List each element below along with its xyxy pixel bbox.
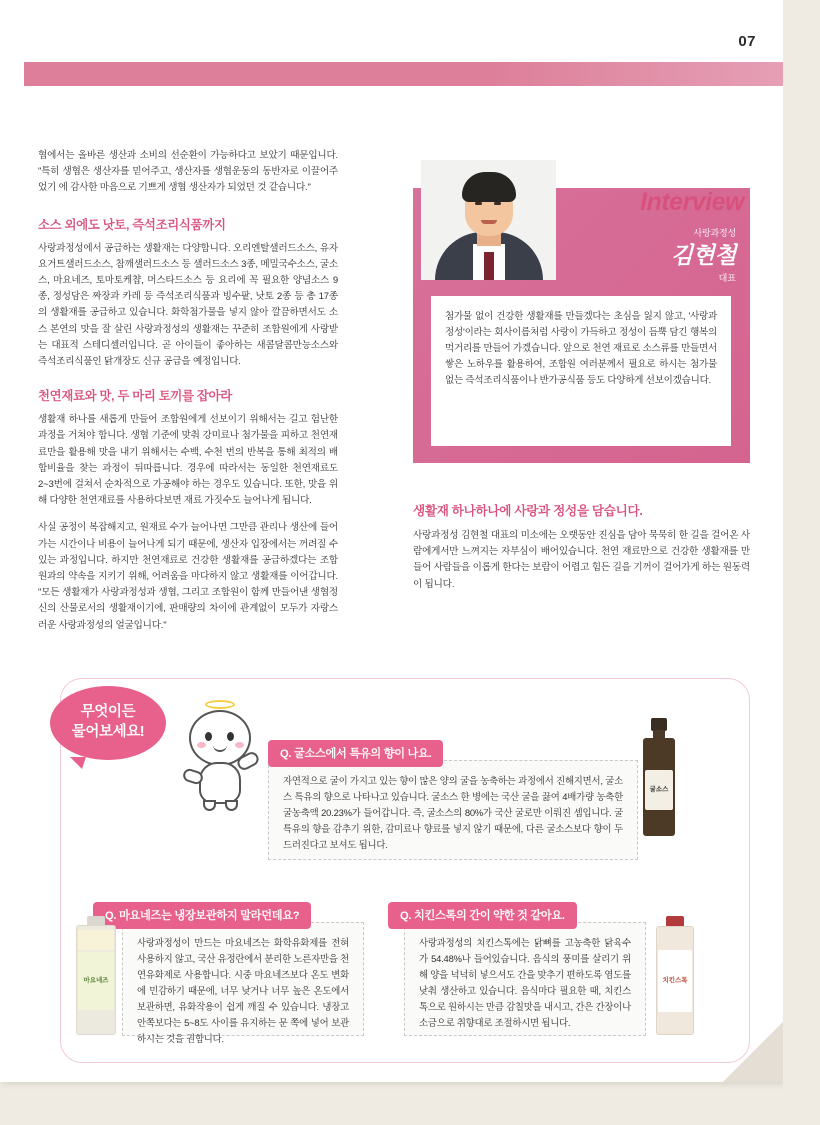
portrait-eye-right <box>494 202 501 205</box>
ask-anything-line1: 무엇이든 <box>80 704 136 720</box>
mascot-cheek-right <box>235 742 244 748</box>
qa-question-2: Q. 마요네즈는 냉장보관하지 말라던데요? <box>93 902 311 929</box>
qa-answer-3: 사랑과정성의 치킨스톡에는 닭뼈를 고농축한 닭육수가 54.48%나 들어있습니다. 음식의 풍미를 살리기 위해 양을 넉넉히 넣으셔도 간을 맞추기 편하도록 염도를 낮춰 생산하고 있습니다. 음식마다 필요한 때, 치킨스톡으로 원하시는 만큼 감칠맛을 내시고, 간은 간장이나 소금으로 취향대로 조절하시면 됩니다. <box>419 937 631 1028</box>
mascot-body <box>199 762 241 804</box>
mascot-eye-left <box>205 732 212 741</box>
qa-answer-box-3 <box>404 922 646 1036</box>
product-oyster-sauce-bottle <box>637 718 681 838</box>
paragraph-process: 생활재 하나를 새롭게 만들어 조합원에게 선보이기 위해서는 길고 험난한 과정을 거쳐야 합니다. 생협 기준에 맞춰 강미료나 첨가물을 피하고 천연재료만을 활용해 맛을 내기 위해서는 수백, 수천 번의 반복을 통해 최적의 배합비율을 찾는 과정이 뒤따릅니다. 경우에 따라서는 동일한 천연재료도 2~3번에 걸쳐서 순차적으로 가공해야 하는 경우도 있습니다. 또한, 맛을 위해 다양한 천연재료를 사용하다보면 재료 가짓수도 늘어나게 됩니다. <box>38 414 338 507</box>
bottle-label: 치킨스톡 <box>658 950 692 1012</box>
mascot-character <box>175 700 267 812</box>
subheading-natural-ingredients: 천연재료와 맛, 두 마리 토끼를 잡아라 <box>38 389 232 404</box>
page-right-margin <box>783 0 820 1125</box>
product-chicken-stock-bottle <box>648 916 702 1038</box>
page-corner-shadow <box>723 1022 783 1082</box>
portrait-smile <box>481 220 497 224</box>
bottle-top-shade <box>78 930 114 950</box>
interview-quote-text: 첨가물 없이 건강한 생활재를 만들겠다는 초심을 잃지 않고, '사랑과정성'이라는 회사이름처럼 사랑이 가득하고 정성이 듬뿍 담긴 행복의 먹거리를 만들어 가겠습니다. 앞으로 천연 재료로 소스류를 만들면서 쌓은 노하우를 활용하여, 조합원 여러분께서 필요로 하시는 첨가물 없는 즉석조리식품이나 반가공식품 등도 다양하게 선보이겠습니다. <box>445 311 717 386</box>
qa-answer-1: 자연적으로 굴이 가지고 있는 향이 많은 양의 굴을 농축하는 과정에서 진해지면서, 굴소스 특유의 향으로 나타나고 있습니다. 굴소스 한 병에는 국산 굴을 끓여 4배가량 농축한 굴농축액 20.23%가 들어갑니다. 즉, 굴소스의 80%가 국산 굴로만 이뤄진 셈입니다. 굴 특유의 향을 감추기 위한, 감미료나 향료를 넣지 않기 때문에, 다른 굴소스보다 향이 두드러진다고 보셔도 됩니다. <box>283 775 623 850</box>
qa-answer-box-2 <box>122 922 364 1044</box>
interviewee-portrait <box>421 160 556 280</box>
qa-answer-box-1 <box>268 760 638 860</box>
closing-section <box>413 500 750 604</box>
paragraph-products: 사랑과정성에서 공급하는 생활재는 다양합니다. 오리엔탈샐러드소스, 유자요거트샐러드소스, 참깨샐러드소스 등 샐러드소스 3종, 메밀국수소스, 굴소스, 마요네즈, 토마토케챱, 머스타드소스 등 요리에 꼭 필요한 양념소스 9종, 정성담은 짜장과 카레 등 즉석조리식품과 빙수팥, 낫토 2종 등 총 17종의 생활재를 공급하고 있습니다. 화학첨가물을 넣지 않아 깔끔하면서도 소스 본연의 맛을 잘 살린 사랑과정성의 생활재는 꾸준히 조합원에게 사랑받는 대표적 스테디셀러입니다. 곧 아이들이 좋아하는 새콤달콤만능소스와 즉석조리식품인 닭개장도 신규 공급을 예정입니다. <box>38 242 338 368</box>
mascot-eye-right <box>227 732 234 741</box>
left-margin-rail <box>18 62 24 1082</box>
page-number: 07 <box>738 33 756 50</box>
interviewee-name: 김현철 <box>670 242 736 268</box>
interview-quote-box <box>431 296 731 446</box>
closing-paragraph: 사랑과정성 김현철 대표의 미소에는 오랫동안 진심을 담아 묵묵히 한 길을 걸어온 사람에게서만 느껴지는 자부심이 배어있습니다. 천연 재료만으로 건강한 생활재를 만들어 사람들을 이롭게 한다는 보람이 어렵고 힘든 길을 기꺼이 걸어가게 하는 원동력이 됩니다. <box>413 530 750 590</box>
bottle-label: 굴소스 <box>645 770 673 810</box>
mascot-leg-right <box>225 800 238 811</box>
portrait-eye-left <box>475 202 482 205</box>
qa-question-1: Q. 굴소스에서 특유의 향이 나요. <box>268 740 443 767</box>
qa-answer-2: 사랑과정성이 만드는 마요네즈는 화학유화제를 전혀 사용하지 않고, 국산 유정란에서 분리한 노른자만을 천연유화제로 사용합니다. 시중 마요네즈보다 온도 변화에 민감하기 때문에, 너무 낮거나 너무 높은 온도에서 보관하면, 유화작용이 쉽게 깨질 수 있습니다. 냉장고 안쪽보다는 5~8도 사이를 유지하는 문 쪽에 넣어 보관하시는 것을 권합니다. <box>137 937 349 1044</box>
paragraph-commitment: 사실 공정이 복잡해지고, 원재료 수가 늘어나면 그만큼 관리나 생산에 들어가는 시간이나 비용이 늘어나게 되기 때문에, 생산자 입장에서는 꺼려질 수 있는 과정입니다. 하지만 천연재료로 건강한 생활재를 공급하겠다는 조합원과의 약속을 지키기 위해, 어려움을 마다하지 않고 생활재를 이어갑니다. "모든 생활재가 사랑과정성과 생협, 그리고 조합원이 함께 만들어낸 생협정신의 산물로서의 생활재이기에, 판매량의 차이에 관계없이 모두가 자랑스러운 사랑과정성의 얼굴입니다." <box>38 522 338 631</box>
header-band-gradient <box>18 62 783 86</box>
qa-question-3: Q. 치킨스톡의 간이 약한 것 같아요. <box>388 902 577 929</box>
interview-block <box>413 148 750 463</box>
portrait-tie <box>484 252 494 280</box>
left-text-column <box>38 148 338 645</box>
interviewee-company: 사랑과정성 <box>693 228 736 238</box>
closing-heading: 생활재 하나하나에 사랑과 정성을 담습니다. <box>413 504 643 518</box>
mascot-leg-left <box>203 800 216 811</box>
header-color-band <box>18 62 783 86</box>
product-mayonnaise-bottle <box>68 916 124 1038</box>
ask-anything-badge <box>50 686 166 760</box>
mascot-cheek-left <box>197 742 206 748</box>
ask-anything-line2: 물어보세요! <box>71 724 145 740</box>
interview-title: Interview <box>640 188 744 216</box>
subheading-sauces: 소스 외에도 낫토, 즉석조리식품까지 <box>38 217 226 232</box>
mascot-halo <box>205 700 235 709</box>
interviewee-identity <box>596 226 736 284</box>
paragraph-intro: 협에서는 올바른 생산과 소비의 선순환이 가능하다고 보았기 때문입니다. "특히 생협은 생산자를 믿어주고, 생산자를 생협운동의 동반자로 이끌어주었기 에 감사한 마음으로 기쁘게 생협 생산자가 되었던 것 같습니다." <box>38 150 338 194</box>
interviewee-role: 대표 <box>718 273 736 283</box>
bottle-label: 마요네즈 <box>78 952 114 1010</box>
